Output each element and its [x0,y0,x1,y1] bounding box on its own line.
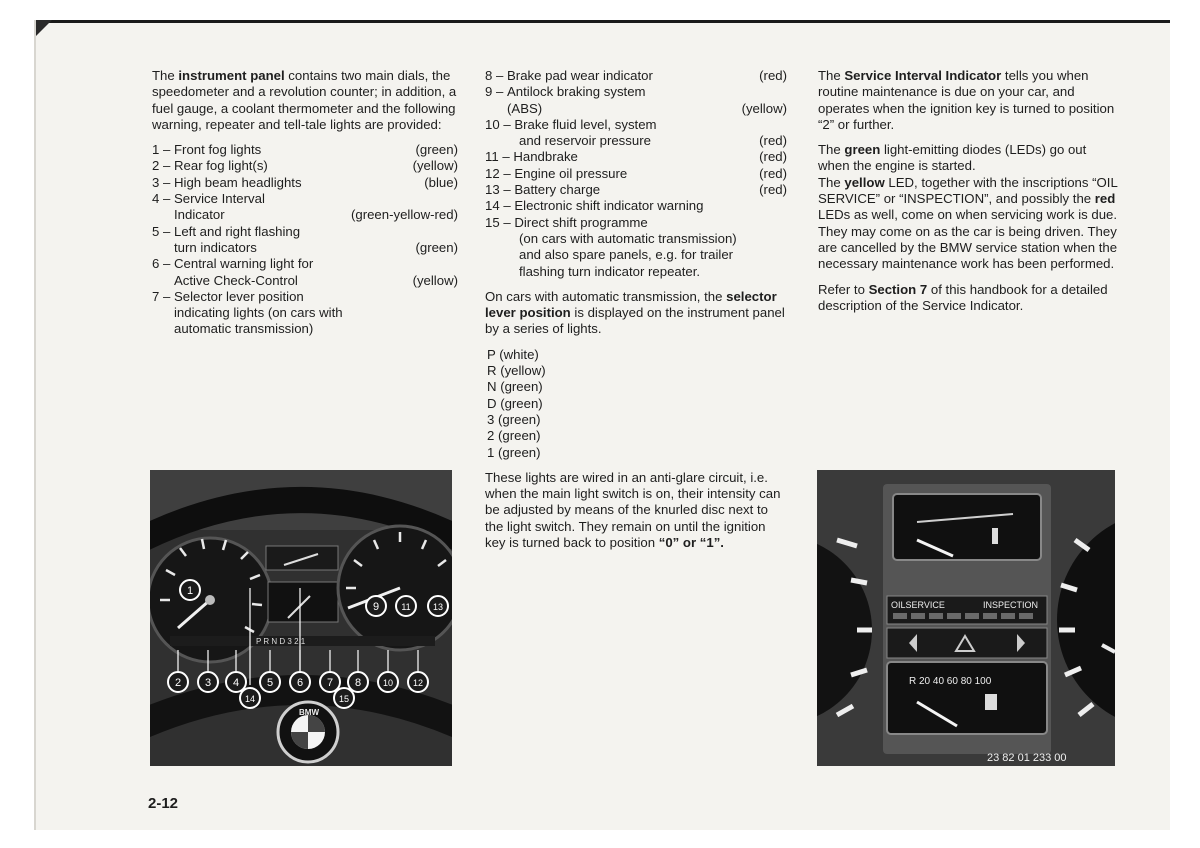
list-item [485,101,787,117]
warning-lights-list-2 [485,68,787,280]
list-item [152,175,458,191]
callout-number: 4 [232,677,240,689]
text-run: Section 7 [868,281,928,297]
list-item-number: 7 – [152,288,174,304]
list-item-color: (blue) [424,174,458,190]
list-item [485,182,787,198]
selector-position: 3 (green) [487,411,541,427]
list-item-text: Active Check-Control [174,272,298,288]
list-item-color: (yellow) [412,272,458,288]
selector-paragraph [485,289,787,338]
selector-position: R (yellow) [487,363,546,379]
selector-position: P (white) [487,346,539,362]
text-run: Refer to [818,281,869,297]
list-item-number [485,264,519,280]
page-corner-mark [36,20,52,36]
text-run: “0” or “1”. [658,535,724,551]
list-item-text: Electronic shift indicator warning [514,198,704,214]
gear-strip-text: P R N D 3 2 1 [256,637,306,646]
text-run: contains two main dials, the speedometer and a revolution counter; in addition, a fuel gauge, a coolant thermometer and the following warning, repeater and tell-tale lights are provided: [152,68,457,132]
text-run: green [844,142,881,158]
list-item-text: Rear fog light(s) [174,158,268,174]
list-item-number: 13 – [485,182,515,198]
list-item-number [485,133,519,149]
list-item-number: 2 – [152,158,174,174]
list-item-text: High beam headlights [174,174,302,190]
list-item-color: (red) [759,133,787,149]
text-run: of this handbook for a detailed description of the Service Indicator. [818,281,1108,313]
list-item [485,84,787,100]
green-led-paragraph [818,142,1118,175]
fuel-gauge [887,662,1047,734]
selector-position: N (green) [487,379,543,395]
list-item-text: Service Interval [174,191,265,207]
list-item-text: Handbrake [513,149,578,165]
list-item-text: Left and right flashing [174,223,301,239]
selector-position: 1 (green) [487,444,541,460]
callout-number: 9 [372,601,380,613]
selector-position: D (green) [487,395,543,411]
antiglare-paragraph [485,470,787,551]
callout-number: 2 [174,677,182,689]
text-run: LED, together with the inscriptions “OIL SERVICE” or “INSPECTION”, and possibly the [818,174,1118,207]
list-item [152,191,458,207]
list-item [485,198,787,214]
section-reference-paragraph [818,282,1118,315]
text-run: yellow [844,174,885,190]
text-run: Service Interval Indicator [844,68,1002,83]
list-item-number [152,321,174,337]
callout-number: 10 [382,678,394,688]
list-item-text: Selector lever position [174,288,304,304]
list-item-number: 3 – [152,174,174,190]
text-run: On cars with automatic transmission, the [485,288,727,304]
manual-page [34,20,1170,830]
list-item-number [152,207,174,223]
list-item-color: (red) [759,149,787,165]
callout-number: 8 [354,677,362,689]
list-item-text: Central warning light for [174,256,314,272]
list-item-color: (red) [759,165,787,181]
list-item-text: Battery charge [514,182,601,198]
list-item-text: (ABS) [507,100,543,116]
list-item-number: 14 – [485,198,515,214]
text-run: The [818,68,845,83]
list-item-text: flashing turn indicator repeater. [519,263,701,279]
callout-number: 14 [244,694,256,704]
coolant-temperature-gauge [893,494,1041,560]
text-run: The [152,68,179,83]
instrument-panel-photo [150,470,452,766]
list-item [485,133,787,149]
text-run: instrument panel [178,68,285,83]
service-interval-indicator-photo [817,470,1115,766]
list-item-text: Front fog lights [174,142,262,158]
list-item-number: 4 – [152,191,174,207]
list-item-number [485,101,507,117]
list-item-number: 6 – [152,256,174,272]
list-item-number: 12 – [485,165,515,181]
list-item-number: 10 – [485,116,515,132]
list-item-color: (yellow) [741,100,787,116]
column-3 [818,68,1118,323]
list-item [485,166,787,182]
figure-code: 23 82 01 233 00 [987,752,1067,764]
rev-counter-dial [338,526,452,650]
text-run: These lights are wired in an anti-glare circuit, i.e. when the main light switch is on, their intensity can be adjusted by means of the knurled disc next to the light switch. They remain on until the ignition key is turned back to position [485,469,781,551]
list-item-number [152,305,174,321]
list-item-number: 5 – [152,223,174,239]
callout-number: 15 [338,694,350,704]
callout-number: 3 [204,677,212,689]
list-item-number [485,231,519,247]
list-item [152,273,458,289]
list-item-text: automatic transmission) [174,321,314,337]
list-item-text: (on cars with automatic transmission) [519,230,737,246]
list-item-text: Brake pad wear indicator [507,68,653,83]
list-item-text: indicating lights (on cars with [174,305,343,321]
list-item-number: 9 – [485,84,507,100]
text-run: red [1094,191,1116,207]
text-run: LEDs as well, come on when servicing work is due. They may come on as the car is being driven. They are cancelled by the BMW service station when the necessary maintenance work has been performed. [818,207,1118,272]
list-item-number [152,273,174,289]
list-item [485,68,787,84]
list-item [152,158,458,174]
callout-number: 11 [401,602,411,612]
text-run: The [818,142,845,158]
bmw-logo-text: BMW [299,708,319,717]
list-item [152,321,458,337]
list-item [152,305,458,321]
list-item-text: turn indicators [174,239,257,255]
list-item-color: (green) [415,239,458,255]
inspection-label: INSPECTION [983,600,1039,610]
list-item-color: (green) [415,142,458,158]
warning-lights-list-1 [152,142,458,338]
text-run: is displayed on the instrument panel by a series of lights. [485,305,785,337]
callout-number: 13 [432,602,444,612]
list-item-color: (red) [759,182,787,198]
list-item [485,117,787,133]
list-item-text: Antilock braking system [507,84,646,100]
list-item-color: (yellow) [412,158,458,174]
list-item [152,240,458,256]
text-run: tells you when routine maintenance is due on your car, and operates when the ignition key is turned to position “2” or further. [818,68,1115,132]
callout-number: 5 [266,677,274,689]
list-item [152,224,458,240]
list-item-text: Engine oil pressure [514,165,628,181]
list-item-text: Brake fluid level, system [514,116,657,132]
text-run: The [818,174,845,190]
selector-position: 2 (green) [487,428,541,444]
callout-number: 12 [412,678,424,688]
list-item-text: Direct shift programme [514,214,648,230]
list-item-number: 8 – [485,68,507,83]
list-item [485,215,787,231]
centre-gauges [266,546,338,622]
intro-paragraph [152,68,458,133]
bmw-logo [278,702,338,762]
list-item-color: (green-yellow-red) [350,207,458,223]
list-item [152,289,458,305]
oil-service-label: OILSERVICE [891,600,945,610]
list-item-number: 15 – [485,214,515,230]
column-1 [152,68,458,347]
list-item [485,231,787,247]
list-item [152,256,458,272]
list-item [152,207,458,223]
text-run: selector lever position [485,288,777,321]
list-item-number [485,247,519,263]
list-item-number: 1 – [152,142,174,158]
list-item [485,247,787,263]
list-item [152,142,458,158]
list-item-text: and reservoir pressure [519,133,651,149]
callout-number: 6 [296,677,304,689]
fuel-scale-text: R 20 40 60 80 100 [909,676,992,687]
callout-number: 7 [326,677,334,689]
list-item-text: Indicator [174,207,225,223]
service-indicator-paragraph [818,68,1118,133]
list-item [485,264,787,280]
page-number: 2-12 [148,795,179,812]
list-item-number: 11 – [485,149,514,165]
indicator-lights-row [887,628,1047,658]
selector-positions-list [485,347,787,461]
column-2 [485,68,787,560]
list-item-text: and also spare panels, e.g. for trailer [519,247,734,263]
list-item-color: (red) [759,68,787,83]
page-top-edge [36,20,1170,23]
callout-number: 1 [186,585,194,597]
yellow-led-paragraph [818,175,1118,273]
list-item [485,149,787,165]
list-item-number [152,240,174,256]
service-indicator-strip [887,596,1047,624]
text-run: light-emitting diodes (LEDs) go out when the engine is started. [818,142,1087,174]
